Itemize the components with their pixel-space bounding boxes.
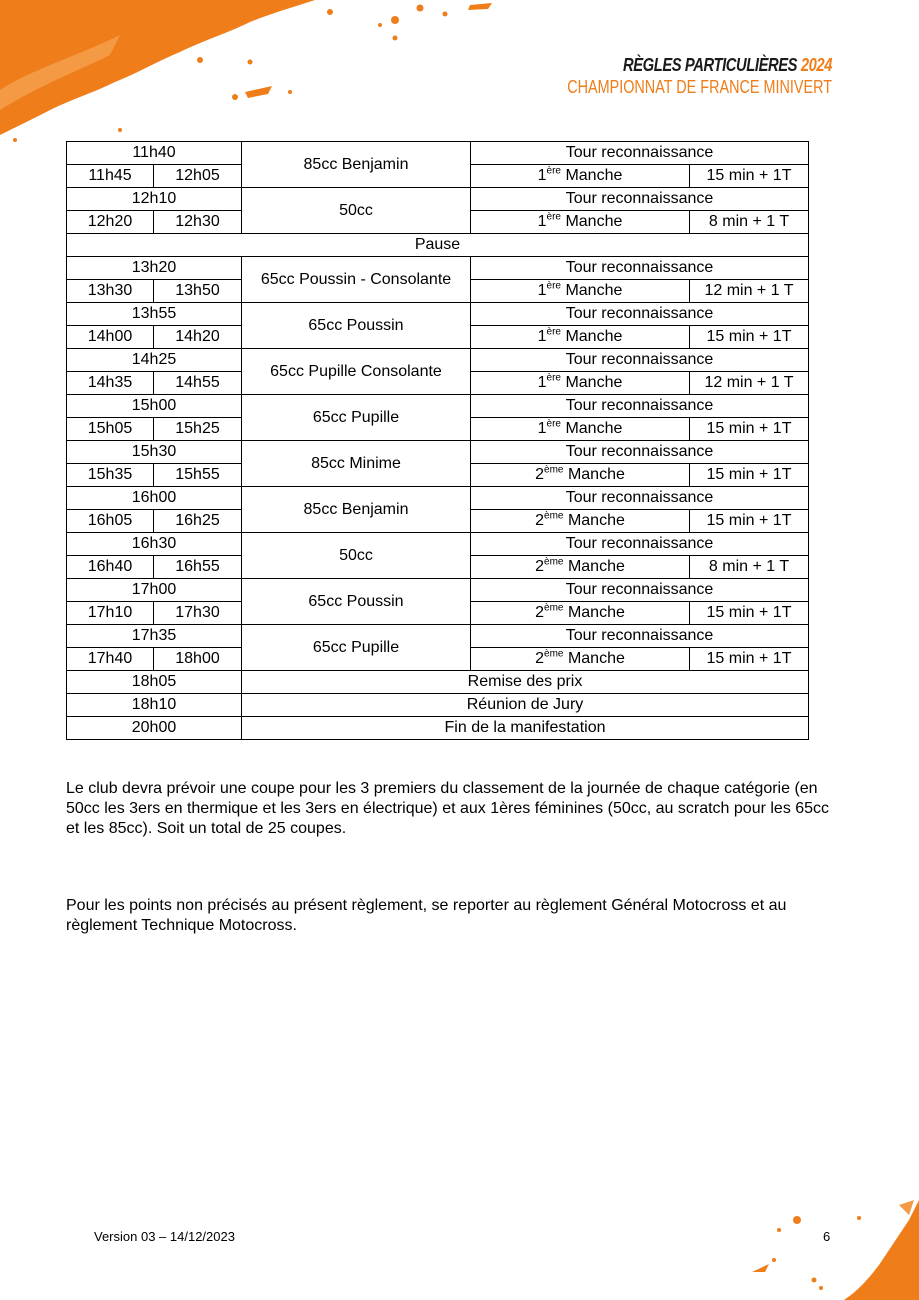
event-time-cell: 18h05 (67, 671, 242, 694)
schedule-row (67, 717, 809, 740)
page-number: 6 (823, 1229, 831, 1244)
manche-word: Manche (565, 213, 623, 230)
manche-cell (471, 602, 690, 625)
manche-word: Manche (565, 420, 623, 437)
schedule-row (67, 625, 809, 648)
header-title-main: RÈGLES PARTICULIÈRES (622, 55, 798, 75)
recon-cell: Tour reconnaissance (471, 395, 809, 418)
recon-cell: Tour reconnaissance (471, 441, 809, 464)
orange-splash-decoration-top (0, 0, 500, 150)
category-cell: 50cc (242, 188, 471, 234)
category-cell: 65cc Pupille Consolante (242, 349, 471, 395)
race-end-cell: 18h00 (154, 648, 242, 671)
manche-cell (471, 464, 690, 487)
category-cell: 65cc Pupille (242, 395, 471, 441)
race-start-cell: 16h05 (67, 510, 154, 533)
race-start-cell: 14h35 (67, 372, 154, 395)
recon-cell: Tour reconnaissance (471, 257, 809, 280)
manche-cell (471, 648, 690, 671)
duration-cell: 15 min + 1T (690, 510, 809, 533)
category-cell: 65cc Poussin (242, 303, 471, 349)
manche-word: Manche (565, 328, 623, 345)
race-start-cell: 15h05 (67, 418, 154, 441)
manche-cell (471, 372, 690, 395)
manche-word: Manche (567, 512, 625, 529)
duration-cell: 15 min + 1T (690, 326, 809, 349)
schedule-row (67, 579, 809, 602)
manche-ordinal: ère (546, 418, 561, 430)
category-cell: 85cc Minime (242, 441, 471, 487)
manche-number: 1 (537, 282, 547, 299)
manche-word: Manche (567, 466, 625, 483)
race-start-cell: 17h10 (67, 602, 154, 625)
race-start-cell: 16h40 (67, 556, 154, 579)
manche-number: 1 (537, 167, 547, 184)
start-time-cell: 16h00 (67, 487, 242, 510)
manche-ordinal: ème (544, 556, 564, 568)
start-time-cell: 11h40 (67, 142, 242, 165)
duration-cell: 15 min + 1T (690, 602, 809, 625)
race-end-cell: 17h30 (154, 602, 242, 625)
schedule-row (67, 395, 809, 418)
schedule-row (67, 142, 809, 165)
manche-number: 1 (537, 420, 547, 437)
duration-cell: 15 min + 1T (690, 165, 809, 188)
event-label-cell: Fin de la manifestation (242, 717, 809, 740)
recon-cell: Tour reconnaissance (471, 349, 809, 372)
race-end-cell: 16h25 (154, 510, 242, 533)
manche-cell (471, 556, 690, 579)
recon-cell: Tour reconnaissance (471, 188, 809, 211)
race-start-cell: 15h35 (67, 464, 154, 487)
orange-splash-decoration-bottom (749, 1200, 919, 1300)
duration-cell: 15 min + 1T (690, 418, 809, 441)
schedule-row (67, 234, 809, 257)
manche-cell (471, 211, 690, 234)
event-time-cell: 18h10 (67, 694, 242, 717)
category-cell: 65cc Poussin (242, 579, 471, 625)
race-start-cell: 13h30 (67, 280, 154, 303)
start-time-cell: 15h30 (67, 441, 242, 464)
manche-number: 1 (537, 213, 547, 230)
schedule-row (67, 188, 809, 211)
category-cell: 85cc Benjamin (242, 487, 471, 533)
footer-version: Version 03 – 14/12/2023 (94, 1229, 235, 1244)
start-time-cell: 15h00 (67, 395, 242, 418)
manche-cell (471, 326, 690, 349)
race-start-cell: 12h20 (67, 211, 154, 234)
manche-ordinal: ème (544, 602, 564, 614)
manche-ordinal: ère (546, 211, 561, 223)
manche-number: 2 (535, 466, 545, 483)
manche-cell (471, 280, 690, 303)
manche-number: 2 (535, 604, 545, 621)
manche-ordinal: ème (544, 510, 564, 522)
race-start-cell: 11h45 (67, 165, 154, 188)
manche-ordinal: ère (546, 165, 561, 177)
schedule-row (67, 671, 809, 694)
schedule-row (67, 349, 809, 372)
manche-ordinal: ère (546, 280, 561, 292)
start-time-cell: 16h30 (67, 533, 242, 556)
cups-paragraph: Le club devra prévoir une coupe pour les 3 premiers du classement de la journée de chaque catégorie (en 50cc les 3ers en thermique et les 3ers en électrique) et aux 1ères féminines (50cc, au scratch pour les 65cc et les 85cc). Soit un total de 25 coupes. (66, 780, 830, 837)
duration-cell: 15 min + 1T (690, 464, 809, 487)
manche-cell (471, 510, 690, 533)
manche-number: 1 (537, 374, 547, 391)
category-cell: 65cc Pupille (242, 625, 471, 671)
manche-number: 1 (537, 328, 547, 345)
recon-cell: Tour reconnaissance (471, 142, 809, 165)
manche-number: 2 (535, 650, 545, 667)
event-time-cell: 20h00 (67, 717, 242, 740)
manche-word: Manche (567, 650, 625, 667)
rules-paragraph: Pour les points non précisés au présent règlement, se reporter au règlement Général Motocross et au règlement Technique Motocross. (66, 897, 787, 934)
recon-cell: Tour reconnaissance (471, 533, 809, 556)
document-header (501, 54, 832, 98)
race-start-cell: 14h00 (67, 326, 154, 349)
category-cell: 65cc Poussin - Consolante (242, 257, 471, 303)
schedule-row (67, 694, 809, 717)
duration-cell: 8 min + 1 T (690, 211, 809, 234)
race-end-cell: 15h55 (154, 464, 242, 487)
recon-cell: Tour reconnaissance (471, 303, 809, 326)
recon-cell: Tour reconnaissance (471, 487, 809, 510)
start-time-cell: 13h20 (67, 257, 242, 280)
manche-ordinal: ère (546, 372, 561, 384)
race-schedule-table (66, 141, 809, 740)
start-time-cell: 17h35 (67, 625, 242, 648)
manche-word: Manche (567, 558, 625, 575)
manche-ordinal: ème (544, 648, 564, 660)
category-cell: 85cc Benjamin (242, 142, 471, 188)
start-time-cell: 17h00 (67, 579, 242, 602)
schedule-row (67, 303, 809, 326)
manche-number: 2 (535, 558, 545, 575)
race-end-cell: 16h55 (154, 556, 242, 579)
duration-cell: 8 min + 1 T (690, 556, 809, 579)
manche-word: Manche (565, 167, 623, 184)
manche-cell (471, 418, 690, 441)
recon-cell: Tour reconnaissance (471, 579, 809, 602)
start-time-cell: 13h55 (67, 303, 242, 326)
event-label-cell: Remise des prix (242, 671, 809, 694)
schedule-row (67, 533, 809, 556)
race-end-cell: 14h55 (154, 372, 242, 395)
duration-cell: 12 min + 1 T (690, 280, 809, 303)
header-subtitle: CHAMPIONNAT DE FRANCE MINIVERT (567, 77, 832, 97)
duration-cell: 15 min + 1T (690, 648, 809, 671)
start-time-cell: 14h25 (67, 349, 242, 372)
start-time-cell: 12h10 (67, 188, 242, 211)
header-title-year: 2024 (800, 55, 832, 75)
manche-word: Manche (567, 604, 625, 621)
race-end-cell: 15h25 (154, 418, 242, 441)
race-start-cell: 17h40 (67, 648, 154, 671)
schedule-row (67, 441, 809, 464)
recon-cell: Tour reconnaissance (471, 625, 809, 648)
pause-cell: Pause (67, 234, 809, 257)
duration-cell: 12 min + 1 T (690, 372, 809, 395)
category-cell: 50cc (242, 533, 471, 579)
race-end-cell: 14h20 (154, 326, 242, 349)
manche-ordinal: ère (546, 326, 561, 338)
race-end-cell: 12h05 (154, 165, 242, 188)
manche-word: Manche (565, 374, 623, 391)
manche-word: Manche (565, 282, 623, 299)
race-end-cell: 12h30 (154, 211, 242, 234)
header-title (561, 54, 832, 76)
manche-cell (471, 165, 690, 188)
race-end-cell: 13h50 (154, 280, 242, 303)
schedule-row (67, 487, 809, 510)
manche-number: 2 (535, 512, 545, 529)
manche-ordinal: ème (544, 464, 564, 476)
schedule-body (67, 142, 809, 740)
event-label-cell: Réunion de Jury (242, 694, 809, 717)
schedule-row (67, 257, 809, 280)
